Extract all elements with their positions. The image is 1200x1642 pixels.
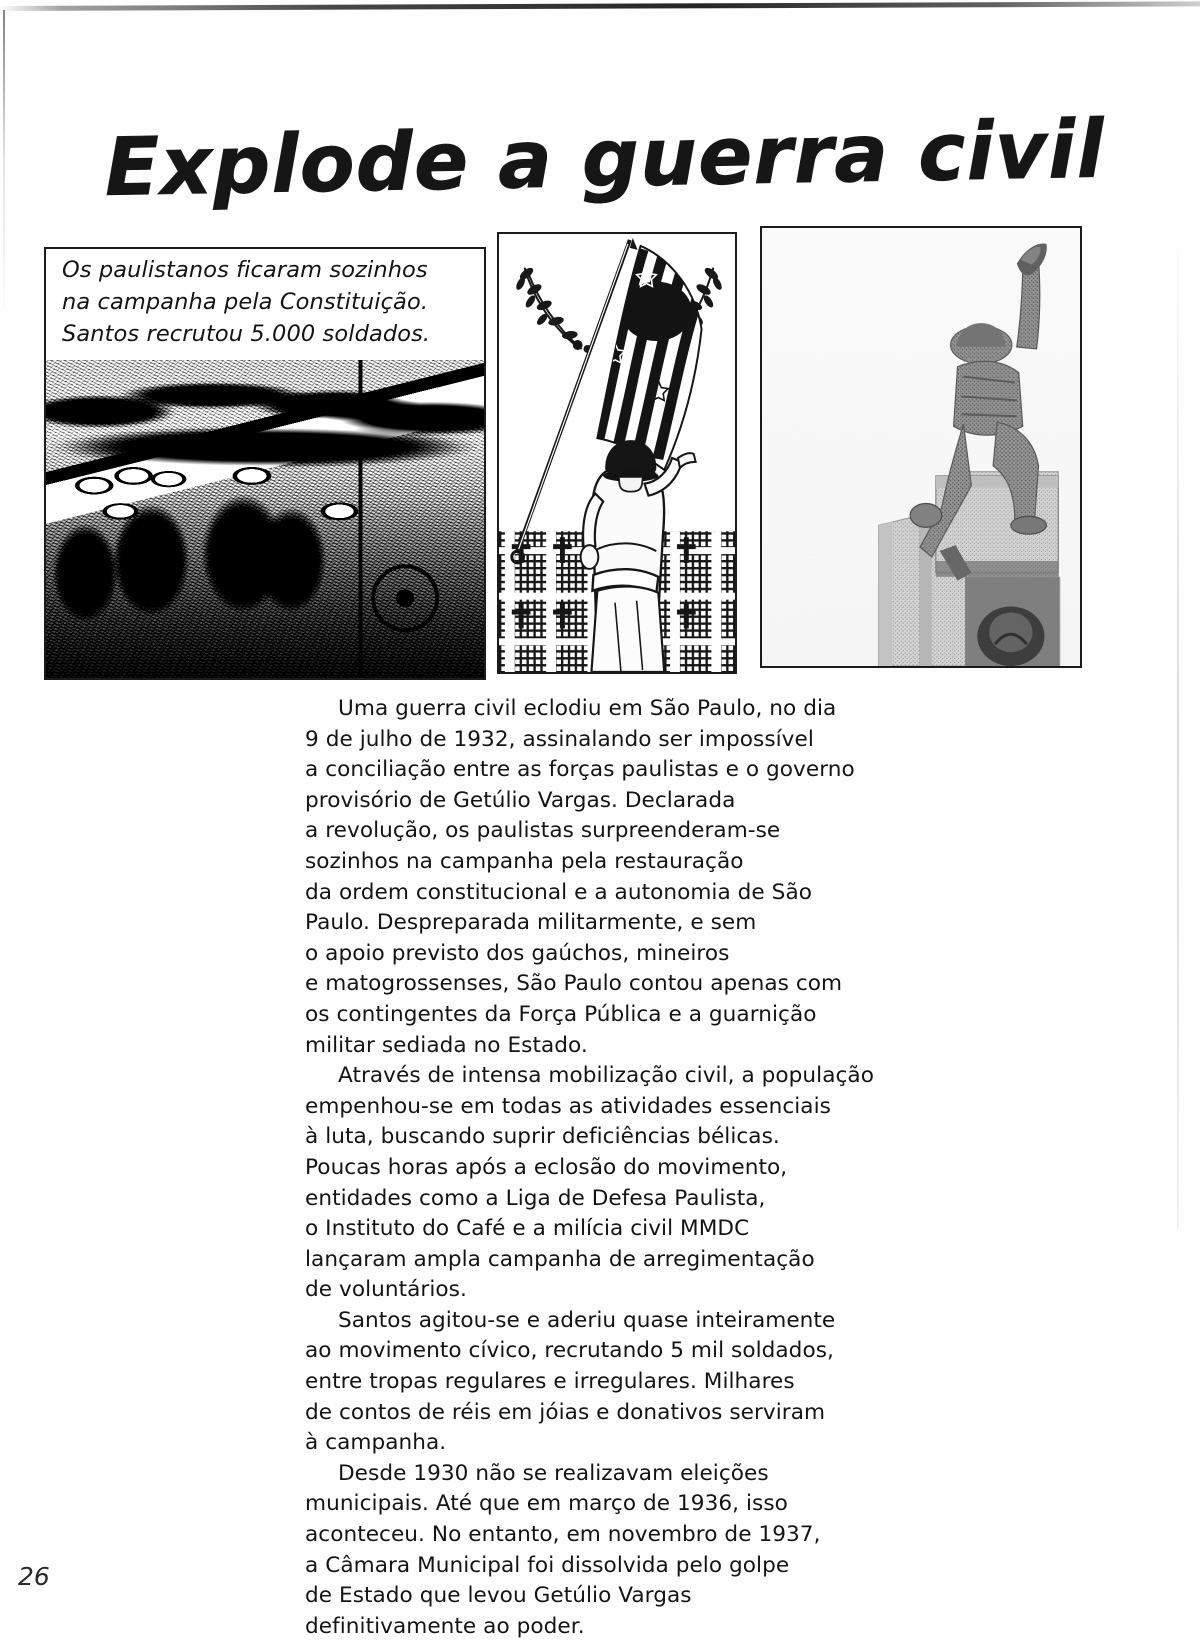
text-line: e matogrossenses, São Paulo contou apenas com (305, 971, 843, 997)
caption-line-1: Os paulistanos ficaram sozinhos (62, 257, 428, 283)
text-line: ao movimento cívico, recrutando 5 mil soldados, (305, 1338, 834, 1364)
text-line: Uma guerra civil eclodiu em São Paulo, no dia (338, 696, 837, 721)
page-title: Explode a guerra civil (103, 102, 1106, 214)
text-line: o apoio previsto dos gaúchos, mineiros (305, 940, 730, 966)
monument-photo (762, 228, 1080, 666)
text-line: a revolução, os paulistas surpreenderam-se (305, 818, 781, 844)
figure-caption (62, 255, 472, 351)
paragraph-2 (305, 1061, 945, 1306)
text-line: aconteceu. No entanto, em novembro de 1937, (305, 1522, 821, 1548)
sao-paulo-flag (593, 246, 701, 470)
paragraph-1 (305, 694, 945, 1061)
paragraph-3 (305, 1306, 945, 1459)
caption-line-3: Santos recrutou 5.000 soldados. (62, 320, 431, 347)
artillery-photo (46, 360, 484, 680)
text-line: à luta, buscando suprir deficiências bélicas. (305, 1124, 780, 1150)
text-line: provisório de Getúlio Vargas. Declarada (305, 787, 736, 813)
text-line: de voluntários. (305, 1277, 467, 1303)
text-line: de contos de réis em jóias e donativos serviram (305, 1399, 826, 1425)
text-line: militar sediada no Estado. (305, 1032, 588, 1058)
text-line: a conciliação entre as forças paulistas e o governo (305, 757, 855, 783)
laurel-wreath-left (514, 266, 591, 353)
text-line: Paulo. Despreparada militarmente, e sem (305, 910, 757, 936)
text-line: da ordem constitucional e a autonomia de São (305, 879, 812, 905)
caption-line-2: na campanha pela Constituição. (62, 288, 429, 315)
figure-flag-salute (497, 232, 737, 674)
figure-artillery (44, 247, 486, 680)
text-line: a Câmara Municipal foi dissolvida pelo golpe (305, 1552, 790, 1578)
text-line: de Estado que levou Getúlio Vargas (305, 1583, 692, 1609)
paragraph-4 (305, 1459, 945, 1642)
text-line: 9 de julho de 1932, assinalando ser impossível (305, 726, 814, 752)
text-line: municipais. Até que em março de 1936, isso (305, 1491, 788, 1517)
text-line: sozinhos na campanha pela restauração (305, 848, 744, 874)
text-line: Através de intensa mobilização civil, a população (338, 1063, 874, 1089)
text-line: Poucas horas após a eclosão do movimento, (305, 1154, 788, 1180)
text-line: os contingentes da Força Pública e a guarnição (305, 1001, 817, 1027)
text-line: lançaram ampla campanha de arregimentação (305, 1246, 815, 1272)
figure-monument (760, 226, 1082, 668)
text-line: à campanha. (305, 1430, 447, 1456)
text-line: definitivamente ao poder. (305, 1613, 585, 1639)
flag-salute-illustration (499, 234, 735, 672)
page-number: 26 (18, 1562, 50, 1591)
text-line: o Instituto do Café e a milícia civil MMDC (305, 1216, 750, 1242)
text-line: Santos agitou-se e aderiu quase inteiramente (338, 1307, 836, 1333)
text-line: Desde 1930 não se realizavam eleições (338, 1460, 769, 1486)
text-line: entidades como a Liga de Defesa Paulista, (305, 1185, 766, 1211)
body-text (305, 694, 945, 1642)
figure-row (0, 0, 1200, 700)
text-line: entre tropas regulares e irregulares. Milhares (305, 1369, 795, 1395)
text-line: empenhou-se em todas as atividades essenciais (305, 1093, 831, 1119)
